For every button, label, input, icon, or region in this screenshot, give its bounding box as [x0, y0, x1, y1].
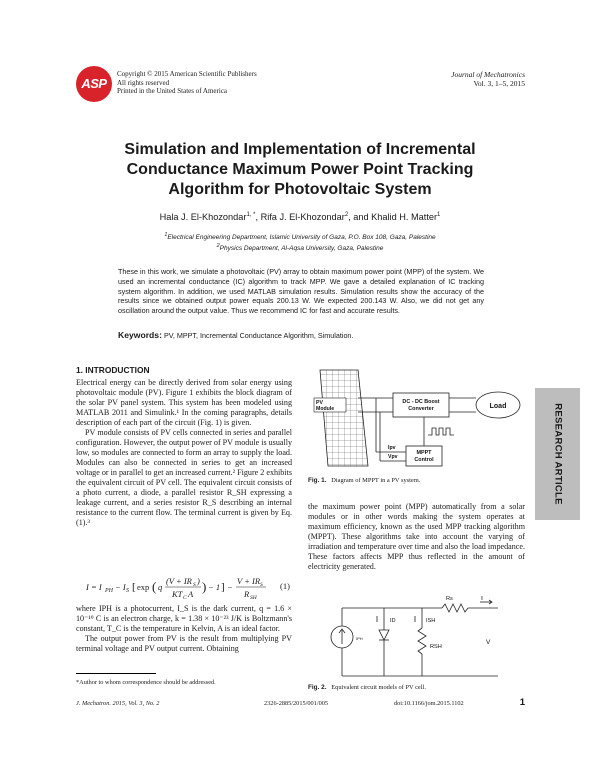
figure-1 — [308, 368, 525, 472]
mppt-box — [406, 446, 442, 466]
svg-text:C: C — [183, 595, 187, 601]
research-article-tab — [535, 388, 580, 520]
converter-label-line1: DC - DC Boost — [402, 399, 440, 405]
caption-text: Equivalent circuit models of PV cell. — [331, 684, 426, 691]
svg-text:− I: − I — [115, 582, 126, 592]
affiliation — [60, 231, 540, 242]
svg-text:S: S — [260, 582, 263, 588]
svg-text:S: S — [193, 582, 196, 588]
i-label: I — [481, 596, 483, 602]
svg-text:A: A — [188, 589, 194, 599]
rsh-label: RSH — [430, 644, 442, 650]
author-list — [60, 212, 540, 222]
pv-panel-shape — [314, 370, 368, 466]
copyright-line: Printed in the United States of America — [117, 87, 228, 96]
iph-label: IPH — [356, 636, 363, 641]
page-number: 1 — [519, 697, 525, 708]
paragraph: Electrical energy can be directly derived from solar energy using photovoltaic module (PV). Figure 1 exhibits the block diagram of the solar PV panel system. This system has been modeled using MATLAB 2011 and Simulink.¹ In the coming paragraphs, details description of each part of the circuit (Fig. 1) is given. — [76, 378, 292, 427]
footnote: *Author to whom correspondence should be addressed. — [76, 679, 216, 686]
keywords-label: Keywords: — [118, 330, 162, 340]
caption-label: Fig. 2. — [308, 684, 327, 691]
svg-text:V + IR: V + IR — [237, 576, 261, 586]
converter-label-line2: Converter — [408, 406, 434, 412]
v-label: V — [486, 639, 491, 646]
section-heading: 1. INTRODUCTION — [76, 365, 150, 375]
equation-1 — [76, 575, 292, 601]
journal-volume: Vol. 3, 1–5, 2015 — [473, 79, 525, 89]
affiliations — [60, 231, 540, 253]
title-line: Algorithm for Photovoltaic System — [168, 181, 432, 198]
keywords — [118, 330, 353, 340]
author-separator: , — [255, 212, 261, 223]
keywords-text: PV, MPPT, Incremental Conductance Algorithm, Simulation. — [163, 331, 354, 340]
paragraph: PV module consists of PV cells connected in series and parallel configuration. However, the output power of PV module is usually low, so modules are connected to form an array to supply the load. Modules can also be connected in series to get an increased voltage or in parallel to get an increased current.² Figure 2 exhibits the equivalent circuit of PV cell. The equivalent circuit consists of a photo current, a diode, a parallel resistor R_SH expressing a leakage current, and a series resistor R_S describing an internal resistance to the current flow. The terminal current is given by Eq. (1).³ — [76, 428, 292, 527]
research-article-label: RESEARCH ARTICLE — [552, 403, 563, 505]
figure-1-caption — [308, 477, 420, 484]
title-line: Conductance Maximum Power Point Tracking — [126, 161, 474, 178]
svg-text:S: S — [126, 588, 129, 594]
mppt-label-line2: Control — [414, 457, 434, 463]
affiliation-sup: 2 — [216, 243, 220, 250]
load-label: Load — [489, 403, 507, 410]
vpv-label: Vpv — [388, 454, 398, 460]
rs-label: Rs — [446, 596, 453, 602]
abstract: These in this work, we simulate a photovoltaic (PV) array to obtain maximum power point (MPP) of the system. We used an incremental conductance (IC) algorithm to track MPP. We gave a detailed explanation of IC tracking system algorithm. In addition, we used MATLAB simulation results. Simulation results show the accuracy of the results since we obtained output power equals 200.13 W. We expected 200.143 W. Also, we did not get any oscillation around the output value. Thus we recommend IC for fast and accurate results. — [118, 267, 484, 316]
equation-number: (1) — [280, 581, 290, 591]
author-separator: , and — [348, 212, 372, 223]
column-left-top — [76, 378, 292, 528]
figure-1-diagram — [308, 368, 525, 472]
svg-text:q: q — [158, 582, 163, 592]
pv-label-line1: PV — [316, 400, 323, 406]
footer-doi: doi:10.1166/jom.2015.1102 — [394, 700, 464, 707]
affiliation-sup: 1 — [164, 232, 168, 238]
svg-text:R: R — [244, 589, 250, 599]
figure-2-circuit — [330, 596, 520, 680]
svg-text:(: ( — [152, 579, 157, 594]
svg-text:): ) — [197, 576, 200, 586]
id-label: ID — [390, 618, 396, 624]
figure-2 — [330, 596, 520, 680]
copyright-line: All rights reserved — [117, 78, 170, 87]
footer-citation: J. Mechatron. 2015, Vol. 3, No. 2 — [76, 700, 160, 707]
affiliation-text: Physics Department, Al-Aqsa University, Gaza, Palestine — [219, 245, 384, 253]
author-sup: 1, * — [246, 212, 256, 218]
affiliation — [60, 242, 540, 253]
svg-text:KT: KT — [172, 589, 183, 599]
copyright-line: Copyright © 2015 American Scientific Publishers — [117, 70, 257, 78]
mppt-label-line1: MPPT — [416, 450, 432, 456]
converter-box — [393, 393, 449, 417]
paper-title — [60, 140, 540, 200]
asp-logo: ASP — [76, 66, 112, 102]
svg-text:(V + IR: (V + IR — [166, 576, 192, 586]
pv-label-line2: Module — [316, 406, 335, 412]
copyright-block — [117, 70, 257, 96]
journal-name: Journal of Mechatronics — [451, 70, 525, 79]
affiliation-text: Electrical Engineering Department, Islamic University of Gaza, P.O. Box 108, Gaza, Palestine — [167, 234, 436, 242]
journal-block — [451, 70, 525, 88]
figure-2-caption — [308, 684, 426, 691]
svg-text:): ) — [202, 579, 207, 594]
footer-issn: 2326-2885/2015/001/005 — [264, 700, 329, 707]
svg-text:exp: exp — [137, 582, 150, 592]
author-name: Khalid H. Matter — [371, 212, 438, 223]
svg-text:PH: PH — [105, 588, 113, 594]
title-line: Simulation and Implementation of Incremental — [124, 141, 476, 158]
svg-text:I = I: I = I — [86, 582, 102, 592]
svg-text:]: ] — [221, 581, 225, 593]
paragraph: The output power from PV is the result from multiplying PV terminal voltage and PV output current. Obtaining — [76, 634, 292, 653]
ish-label: ISH — [426, 618, 436, 624]
svg-text:[: [ — [132, 581, 136, 593]
footnote-divider — [76, 673, 156, 674]
paragraph: where IPH is a photocurrent, I_S is the dark current, q = 1.6 × 10⁻¹⁹ C is an electron charge, k = 1.38 × 10⁻²³ J/K is Boltzmann's constant, T_C is the temperature in Kelvin, A is an ideal factor. — [76, 604, 292, 633]
svg-text:SH: SH — [250, 595, 257, 601]
author-name: Rifa J. El-Khozondar — [260, 212, 345, 223]
svg-text:− 1: − 1 — [208, 582, 221, 592]
caption-text: Diagram of MPPT in a PV system. — [331, 477, 421, 484]
author-sup: 2 — [344, 212, 349, 218]
author-sup: 1 — [437, 212, 441, 218]
author-name: Hala J. El-Khozondar — [159, 212, 247, 223]
caption-label: Fig. 1. — [308, 477, 327, 484]
ipv-label: Ipv — [388, 445, 396, 451]
equation-graphic — [76, 575, 292, 601]
column-right-text: the maximum power point (MPP) automatically from a solar modules or in other words making the system operates at maximum efficiency, known as the used MPP tracking algorithm (MPPT). These algorithms take into account the varying of irradiation and temperature over time and also the load impedance. These factors affects MPP thus reflected in the amount of electricity generated. — [308, 502, 525, 571]
svg-text:−: − — [227, 582, 233, 592]
column-left-bottom — [76, 604, 292, 654]
